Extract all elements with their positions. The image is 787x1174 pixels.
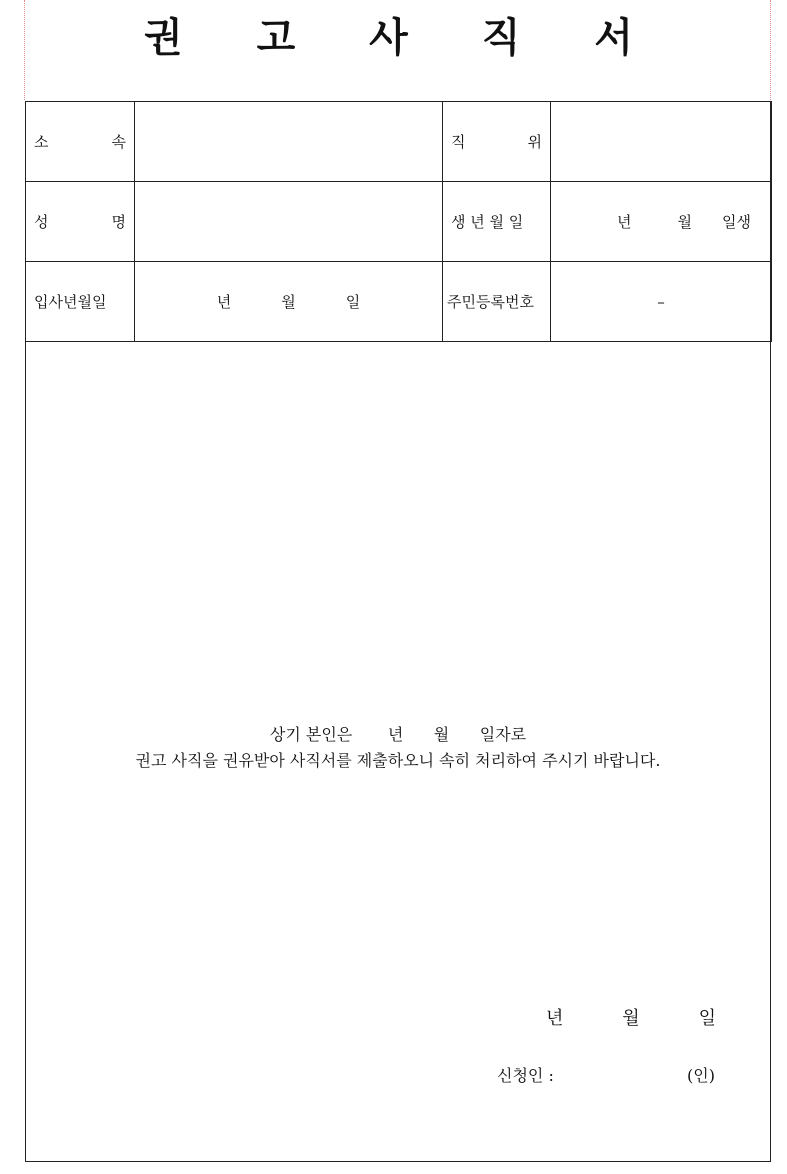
birthdate-value-cell[interactable] bbox=[551, 182, 772, 262]
name-label-cell bbox=[26, 182, 135, 262]
sign-month-unit: 월 bbox=[622, 1008, 640, 1029]
birthdate-label: 생 년 월 일 bbox=[451, 213, 524, 231]
employee-info-table bbox=[25, 101, 772, 342]
statement-line-1: 상기 본인은 년 월 일자로 bbox=[269, 725, 527, 744]
sign-year-unit: 년 bbox=[546, 1008, 564, 1029]
sign-day-unit: 일 bbox=[698, 1008, 716, 1029]
hire-date-label: 입사년월일 bbox=[34, 293, 107, 311]
position-value-cell[interactable] bbox=[551, 102, 772, 182]
hire-date-value-cell[interactable] bbox=[135, 262, 443, 342]
name-label-char-2: 명 bbox=[111, 213, 126, 231]
affiliation-label-char-1: 소 bbox=[34, 133, 49, 151]
name-value-cell[interactable] bbox=[135, 182, 443, 262]
hire-year-unit: 년 bbox=[216, 293, 232, 311]
signature-date bbox=[530, 1004, 730, 1030]
birthdate-day-unit: 일생 bbox=[722, 213, 751, 231]
affiliation-label-cell bbox=[26, 102, 135, 182]
applicant-label: 신청인 : bbox=[497, 1066, 554, 1085]
applicant-signature-line bbox=[497, 1063, 727, 1086]
document-title: 권 고 사 직 서 bbox=[144, 14, 663, 61]
resignation-statement bbox=[25, 722, 771, 774]
birthdate-month-unit: 월 bbox=[677, 213, 693, 231]
name-label-char-1: 성 bbox=[34, 213, 49, 231]
affiliation-label-char-2: 속 bbox=[111, 133, 126, 151]
birthdate-label-cell bbox=[443, 182, 551, 262]
table-row-name bbox=[26, 182, 772, 262]
seal-label: (인) bbox=[687, 1066, 715, 1085]
position-label-cell bbox=[443, 102, 551, 182]
hire-day-unit: 일 bbox=[345, 293, 361, 311]
birthdate-year-unit: 년 bbox=[617, 213, 632, 231]
resident-no-value-cell[interactable] bbox=[551, 262, 772, 342]
statement-line-2: 권고 사직을 권유받아 사직서를 제출하오니 속히 처리하여 주시기 바랍니다. bbox=[135, 751, 661, 770]
hire-month-unit: 월 bbox=[281, 293, 296, 311]
position-label-char-1: 직 bbox=[451, 133, 466, 151]
affiliation-value-cell[interactable] bbox=[135, 102, 443, 182]
resident-no-label: 주민등록번호 bbox=[447, 293, 534, 311]
table-row-affiliation bbox=[26, 102, 772, 182]
resident-no-label-cell bbox=[443, 262, 551, 342]
position-label-char-2: 위 bbox=[527, 133, 542, 151]
hire-date-label-cell bbox=[26, 262, 135, 342]
resident-no-dash: – bbox=[657, 292, 665, 311]
table-row-hire-date bbox=[26, 262, 772, 342]
